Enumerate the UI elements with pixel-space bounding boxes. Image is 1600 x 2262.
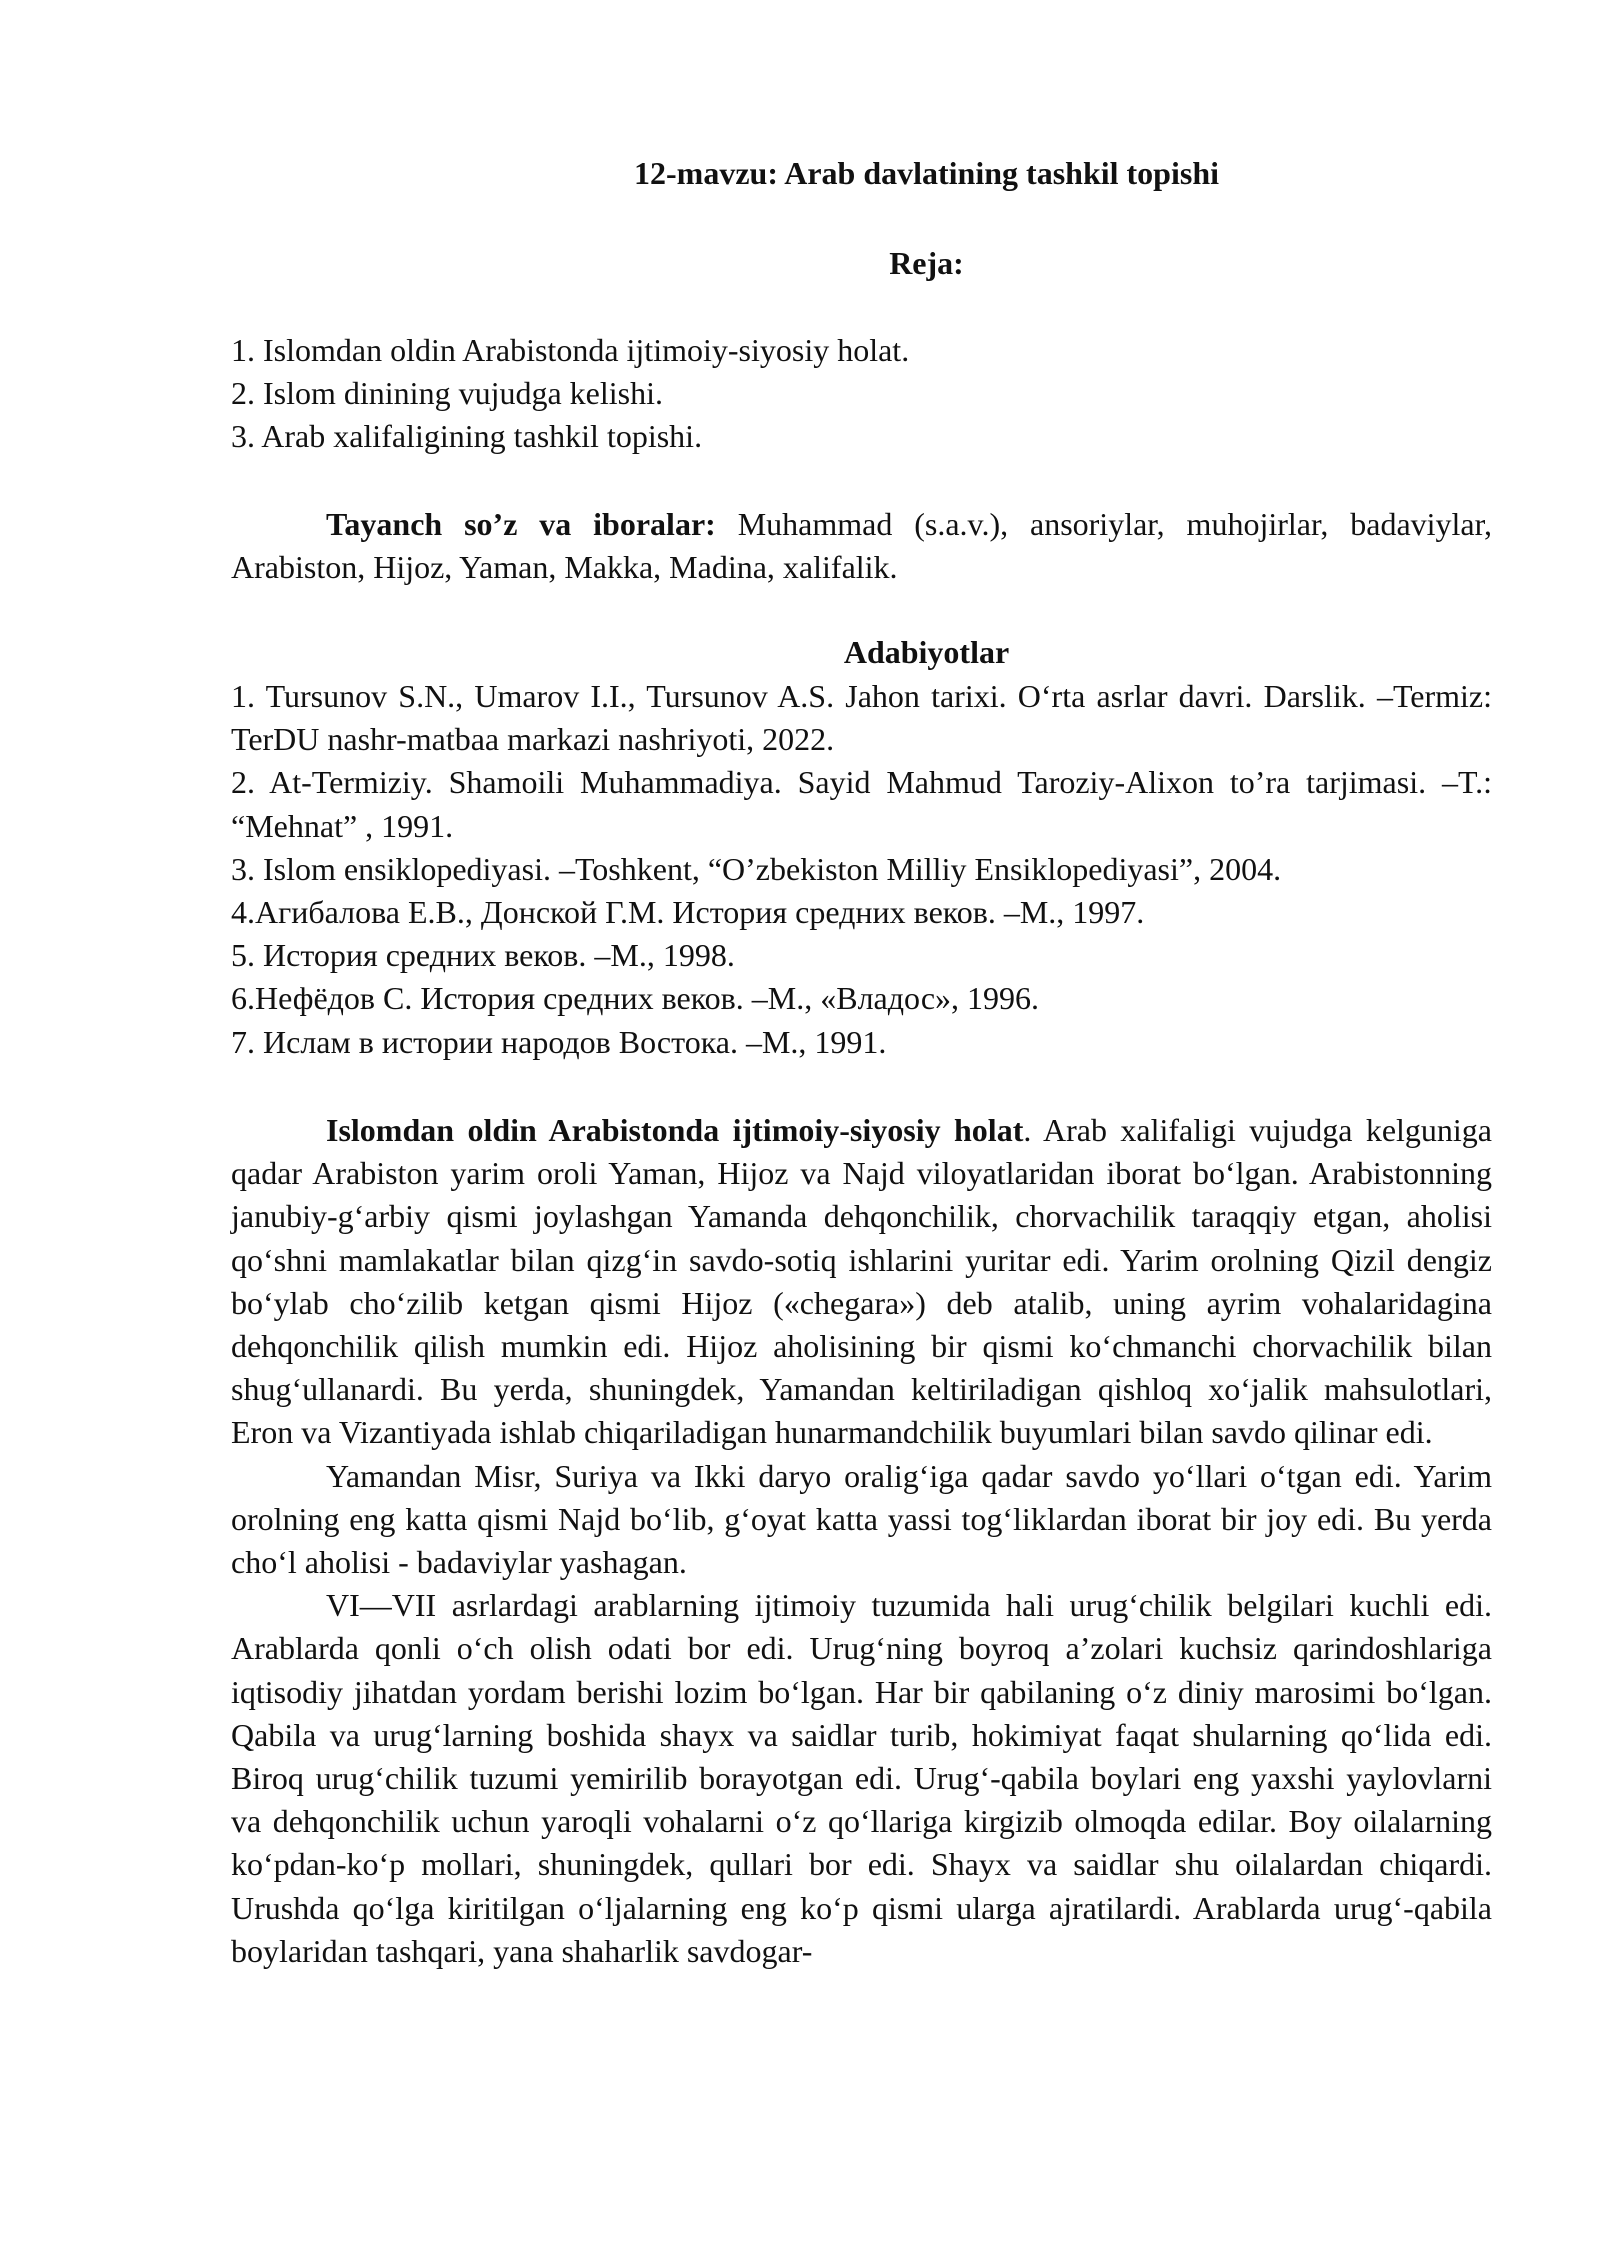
literature-item: 4.Агибалова Е.В., Донской Г.М. История средних веков. –М., 1997. (231, 894, 1145, 931)
plan-item: 2. Islom dinining vujudga kelishi. (231, 375, 663, 412)
document-title: 12-mavzu: Arab davlatining tashkil topishi (634, 155, 1219, 191)
section-paragraph: Yamandan Misr, Suriya va Ikki daryo oralig‘iga qadar savdo yo‘llari o‘tgan edi. Yarim orolning eng katta qismi Najd bo‘lib, g‘oyat katta yassi tog‘liklardan iborat bir joy edi. Bu yerda cho‘l aholisi - badaviylar yashagan. (231, 1457, 1492, 1581)
plan-item: 1. Islomdan oldin Arabistonda ijtimoiy-siyosiy holat. (231, 332, 910, 368)
literature-item: 7. Ислам в истории народов Востока. –М., 1991. (231, 1023, 887, 1060)
section-heading: Islomdan oldin Arabistonda ijtimoiy-siyosiy holat (326, 1112, 1024, 1148)
section-paragraph-text: Arab xalifaligi vujudga kelguniga qadar Arabiston yarim oroli Yaman, Hijoz va Najd viloyatlaridan iborat bo‘lgan. Arabistonning janubiy-g‘arbiy qismi joylashgan Yamanda dehqonchilik, chorvachilik taraqqiy etgan, aholisi qo‘shni mamlakatlar bilan qizg‘in savdo-sotiq ishlarini yuritar edi. Yarim orolning Qizil dengiz bo‘ylab cho‘zilib ketgan qismi Hijoz («chegara») deb atalib, uning ayrim vohalaridagina dehqonchilik qilish mumkin edi. Hijoz aholisining bir qismi ko‘chmanchi chorvachilik bilan shug‘ullanardi. Bu yerda, shuningdek, Yamandan keltiriladigan qishloq xo‘jalik mahsulotlari, Eron va Vizantiyada ishlab chiqariladigan hunarmandchilik buyumlari bilan savdo qilinar edi. (231, 1112, 1492, 1451)
section-body (231, 1109, 1492, 1973)
literature-item: 2. At-Termiziy. Shamoili Muhammadiya. Sayid Mahmud Taroziy-Alixon to’ra tarjimasi. –T.: “Mehnat” , 1991. (231, 764, 1492, 844)
literature-item: 1. Tursunov S.N., Umarov I.I., Tursunov A.S. Jahon tarixi. O‘rta asrlar davri. Darslik. –Termiz: TerDU nashr-matbaa markazi nashriyoti, 2022. (231, 678, 1492, 758)
plan-item: 3. Arab xalifaligining tashkil topishi. (231, 418, 703, 455)
keywords-label: Tayanch so’z va iboralar: (326, 506, 716, 542)
literature-item: 6.Нефёдов С. История средних веков. –М., «Владос», 1996. (231, 980, 1040, 1017)
literature-item: 5. История средних веков. –М., 1998. (231, 937, 735, 974)
literature-item: 3. Islom ensiklopediyasi. –Toshkent, “O’zbekiston Milliy Ensiklopediyasi”, 2004. (231, 850, 1282, 887)
plan-list (231, 329, 1492, 459)
literature-heading: Adabiyotlar (843, 634, 1010, 670)
keywords-paragraph (231, 503, 1492, 589)
keywords-text: Muhammad (s.a.v.), ansoriylar, muhojirlar, badaviylar, Arabiston, Hijoz, Yaman, Makka, Madina, xalifalik. (231, 506, 1493, 586)
section-heading-end: . (1023, 1112, 1032, 1148)
literature-list (231, 675, 1492, 1064)
plan-heading: Reja: (889, 245, 964, 281)
section-paragraph (231, 1109, 1492, 1455)
section-paragraph: VI—VII asrlardagi arablarning ijtimoiy tuzumida hali urug‘chilik belgilari kuchli edi. Arablarda qonli o‘ch olish odati bor edi. Urug‘ning boyroq a’zolari kuchsiz qarindoshlariga iqtisodiy jihatdan yordam berishi lozim bo‘lgan. Har bir qabilaning o‘z diniy marosimi bo‘lgan. Qabila va urug‘larning boshida shayx va saidlar turib, hokimiyat faqat shularning qo‘lida edi. Biroq urug‘chilik tuzumi yemirilib borayotgan edi. Urug‘-qabila boylari eng yaxshi yaylovlarni va dehqonchilik uchun yaroqli vohalarni o‘z qo‘llariga kirgizib olmoqda edilar. Boy oilalarning ko‘pdan-ko‘p mollari, shuningdek, qullari bor edi. Shayx va saidlar shu oilalardan chiqardi. Urushda qo‘lga kiritilgan o‘ljalarning eng ko‘p qismi ularga ajratilardi. Arablarda urug‘-qabila boylaridan tashqari, yana shaharlik savdogar- (231, 1587, 1492, 1969)
